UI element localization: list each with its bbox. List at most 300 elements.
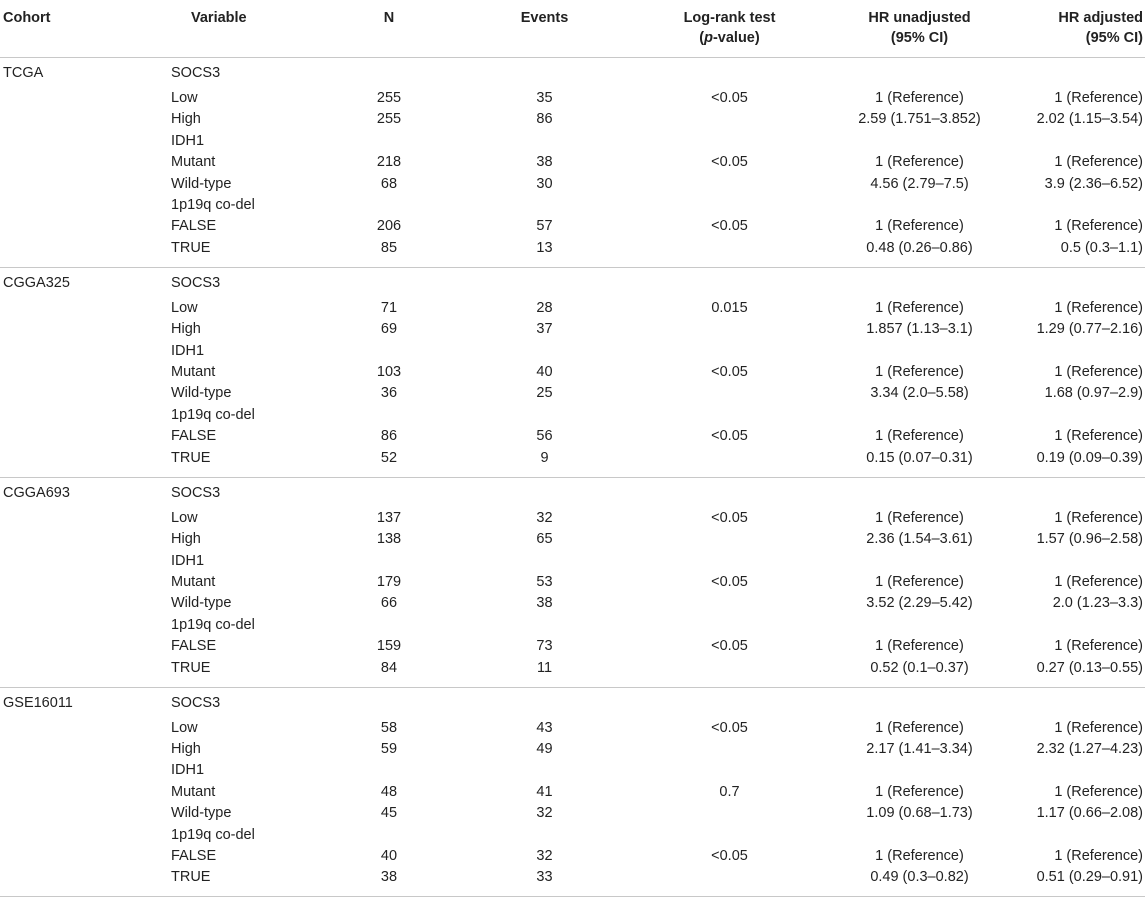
cell-cohort (0, 825, 171, 846)
header-logrank-p: p (704, 30, 713, 46)
cell-cohort (0, 718, 171, 739)
cell-variable: 1p19q co-del (171, 616, 255, 633)
cell-hr-unadjusted (827, 195, 1012, 216)
cell-cohort (0, 867, 171, 897)
cell-logrank (632, 551, 827, 572)
cell-hr-unadjusted: 0.52 (0.1–0.37) (827, 658, 1012, 688)
cell-hr-unadjusted: 0.49 (0.3–0.82) (827, 867, 1012, 897)
cell-logrank (632, 593, 827, 614)
cell-cohort (0, 426, 171, 447)
cell-cohort (0, 508, 171, 529)
cell-logrank: <0.05 (711, 573, 748, 590)
header-n: N (321, 0, 457, 58)
cell-logrank (632, 615, 827, 636)
cell-events (457, 405, 632, 426)
cell-events: 43 (536, 719, 553, 736)
cell-variable: IDH1 (171, 762, 205, 779)
cell-hr-adjusted: 0.5 (0.3–1.1) (1012, 238, 1145, 268)
cell-logrank (632, 195, 827, 216)
cell-events: 32 (536, 805, 553, 822)
cell-logrank (632, 658, 827, 688)
cell-hr-unadjusted: 1 (Reference) (875, 154, 964, 171)
cell-logrank: 0.015 (711, 299, 748, 316)
cell-hr-unadjusted: 1 (Reference) (875, 783, 964, 800)
cell-n: 68 (380, 175, 398, 192)
cell-variable: 1p19q co-del (171, 826, 255, 843)
table-row (0, 658, 1145, 688)
table-row (0, 238, 1145, 268)
cohort-group (0, 687, 1145, 897)
cell-hr-unadjusted: 1 (Reference) (875, 428, 964, 445)
cell-hr-adjusted (1012, 477, 1145, 508)
cell-events: 13 (457, 238, 632, 268)
table-row (0, 319, 1145, 340)
table-row (0, 593, 1145, 614)
cell-variable: SOCS3 (171, 65, 221, 81)
cell-events: 56 (536, 428, 553, 445)
header-hr-unadjusted: HR unadjusted (95% CI) (827, 0, 1012, 58)
cell-hr-unadjusted: 1 (Reference) (875, 509, 964, 526)
cell-logrank (632, 267, 827, 298)
cell-logrank (632, 109, 827, 130)
cell-hr-unadjusted: 1 (Reference) (875, 638, 964, 655)
cell-cohort (0, 782, 171, 803)
cell-events: 32 (536, 509, 553, 526)
cell-hr-adjusted: 1.68 (0.97–2.9) (1044, 385, 1143, 402)
cell-events (457, 58, 632, 89)
cell-events (457, 131, 632, 152)
cell-hr-adjusted: 1.17 (0.66–2.08) (1036, 805, 1143, 822)
cell-variable: FALSE (171, 428, 217, 445)
cell-logrank (632, 477, 827, 508)
cell-events (457, 477, 632, 508)
cell-events: 86 (536, 111, 553, 128)
cell-events: 73 (536, 638, 553, 655)
cell-hr-adjusted: 1 (Reference) (1054, 638, 1143, 655)
cell-events (457, 341, 632, 362)
cell-n (321, 477, 457, 508)
cell-events: 32 (536, 847, 553, 864)
cell-cohort (0, 238, 171, 268)
cell-variable: IDH1 (171, 342, 205, 359)
cell-n (321, 195, 457, 216)
cell-hr-adjusted (1012, 825, 1145, 846)
table-row (0, 448, 1145, 478)
cell-variable: High (171, 531, 201, 548)
cell-hr-unadjusted (827, 405, 1012, 426)
cell-variable: Low (171, 719, 198, 736)
cell-variable: Low (171, 90, 198, 106)
cell-hr-adjusted (1012, 687, 1145, 718)
cell-n: 85 (321, 238, 457, 268)
cell-hr-unadjusted: 3.34 (2.0–5.58) (870, 385, 969, 402)
cell-cohort (0, 739, 171, 760)
cell-hr-adjusted: 2.0 (1.23–3.3) (1052, 595, 1143, 612)
cell-logrank (632, 687, 827, 718)
table-row (0, 551, 1145, 572)
cell-n (321, 825, 457, 846)
cell-hr-unadjusted: 2.59 (1.751–3.852) (858, 111, 981, 128)
cell-n (321, 615, 457, 636)
cell-hr-unadjusted (827, 551, 1012, 572)
cell-n: 59 (380, 740, 398, 757)
table-row (0, 88, 1145, 109)
table-row (0, 109, 1145, 130)
table-row (0, 687, 1145, 718)
cell-variable: FALSE (171, 218, 217, 235)
cell-events: 11 (457, 658, 632, 688)
cell-hr-adjusted: 1 (Reference) (1054, 719, 1143, 736)
header-logrank (632, 0, 827, 58)
cell-variable: Wild-type (171, 595, 232, 612)
cell-n (321, 131, 457, 152)
cell-cohort (0, 615, 171, 636)
cell-cohort (0, 846, 171, 867)
cell-n: 36 (380, 385, 398, 402)
cell-hr-unadjusted: 2.17 (1.41–3.34) (866, 740, 973, 757)
cell-cohort (0, 760, 171, 781)
table-row (0, 341, 1145, 362)
cell-hr-adjusted: 0.19 (0.09–0.39) (1012, 448, 1145, 478)
cell-hr-adjusted: 0.27 (0.13–0.55) (1012, 658, 1145, 688)
table-row (0, 267, 1145, 298)
cell-logrank (632, 131, 827, 152)
cell-n: 179 (376, 573, 402, 590)
cell-variable: High (171, 740, 201, 757)
cell-variable: Wild-type (171, 175, 232, 192)
cell-events: 40 (536, 364, 553, 381)
cell-hr-unadjusted (827, 760, 1012, 781)
cell-hr-adjusted (1012, 267, 1145, 298)
cell-hr-adjusted: 1 (Reference) (1054, 218, 1143, 235)
table-row (0, 508, 1145, 529)
cell-n (321, 58, 457, 89)
cell-n: 38 (321, 867, 457, 897)
cell-n: 58 (380, 719, 398, 736)
cell-variable: SOCS3 (171, 484, 221, 501)
cell-logrank: <0.05 (711, 638, 748, 655)
header-logrank-open: ( (699, 30, 705, 46)
table-row (0, 782, 1145, 803)
cell-variable: Low (171, 509, 198, 526)
cell-n (321, 405, 457, 426)
table-row (0, 298, 1145, 319)
cell-n: 137 (376, 509, 402, 526)
cell-hr-adjusted: 3.9 (2.36–6.52) (1044, 175, 1143, 192)
table-row (0, 131, 1145, 152)
cell-events: 30 (536, 175, 553, 192)
cell-logrank: 0.7 (719, 783, 740, 800)
cell-cohort (0, 195, 171, 216)
cell-hr-adjusted: 1.57 (0.96–2.58) (1036, 531, 1143, 548)
cell-variable: Mutant (171, 364, 216, 381)
cell-hr-adjusted (1012, 341, 1145, 362)
cell-events (457, 195, 632, 216)
cell-logrank (632, 383, 827, 404)
table-row (0, 174, 1145, 195)
cell-hr-adjusted (1012, 195, 1145, 216)
cell-n: 218 (376, 154, 402, 171)
cell-logrank: <0.05 (711, 847, 748, 864)
cell-events: 38 (536, 595, 553, 612)
cell-events (457, 687, 632, 718)
cell-variable: 1p19q co-del (171, 197, 255, 214)
cell-variable: TRUE (171, 867, 321, 897)
cell-logrank: <0.05 (711, 428, 748, 445)
cell-n (321, 687, 457, 718)
cell-variable: TRUE (171, 448, 321, 478)
cell-cohort (0, 383, 171, 404)
cohort-group (0, 267, 1145, 477)
cell-logrank (632, 341, 827, 362)
cell-hr-adjusted: 1 (Reference) (1054, 299, 1143, 316)
cell-hr-adjusted: 2.02 (1.15–3.54) (1036, 111, 1143, 128)
cell-n (321, 341, 457, 362)
cell-events: 37 (536, 321, 553, 338)
cell-hr-unadjusted: 4.56 (2.79–7.5) (870, 175, 969, 192)
cell-cohort (0, 174, 171, 195)
cell-hr-unadjusted (827, 58, 1012, 89)
cell-cohort: CGGA693 (3, 484, 70, 501)
table-row (0, 383, 1145, 404)
header-variable: Variable (171, 0, 321, 58)
cell-n: 69 (380, 321, 398, 338)
cell-hr-adjusted: 1 (Reference) (1054, 90, 1143, 106)
header-logrank-line1: Log-rank test (683, 10, 776, 26)
cell-hr-adjusted (1012, 58, 1145, 89)
cell-n: 86 (380, 428, 398, 445)
cell-events: 65 (536, 531, 553, 548)
cell-cohort (0, 658, 171, 688)
cell-cohort (0, 593, 171, 614)
cell-cohort (0, 803, 171, 824)
table-row (0, 615, 1145, 636)
cell-hr-unadjusted: 1 (Reference) (875, 573, 964, 590)
cell-variable: Mutant (171, 783, 216, 800)
cell-hr-adjusted: 1 (Reference) (1054, 428, 1143, 445)
cell-logrank (632, 319, 827, 340)
cell-hr-unadjusted: 1.857 (1.13–3.1) (866, 321, 973, 338)
cell-logrank: <0.05 (711, 90, 748, 106)
cell-cohort (0, 405, 171, 426)
cell-cohort: TCGA (3, 65, 44, 81)
cell-cohort (0, 88, 171, 109)
cell-logrank (632, 529, 827, 550)
cell-n: 52 (321, 448, 457, 478)
cell-events: 9 (457, 448, 632, 478)
cell-n: 40 (380, 847, 398, 864)
cell-events (457, 760, 632, 781)
cell-variable: Wild-type (171, 805, 232, 822)
cell-logrank (632, 174, 827, 195)
cell-hr-unadjusted (827, 615, 1012, 636)
cell-n: 138 (376, 531, 402, 548)
cell-events: 33 (457, 867, 632, 897)
table-row (0, 58, 1145, 89)
table-row (0, 529, 1145, 550)
table-row (0, 718, 1145, 739)
table-row (0, 216, 1145, 237)
cell-hr-adjusted (1012, 760, 1145, 781)
cell-events: 41 (536, 783, 553, 800)
cell-events (457, 615, 632, 636)
cell-hr-adjusted (1012, 131, 1145, 152)
cell-events: 53 (536, 573, 553, 590)
cell-variable: FALSE (171, 638, 217, 655)
cell-logrank: <0.05 (711, 719, 748, 736)
cell-hr-unadjusted (827, 825, 1012, 846)
cell-hr-adjusted: 1 (Reference) (1054, 154, 1143, 171)
cell-hr-unadjusted: 2.36 (1.54–3.61) (866, 531, 973, 548)
cell-n: 66 (380, 595, 398, 612)
cell-n (321, 551, 457, 572)
cell-variable: TRUE (171, 238, 321, 268)
cell-hr-adjusted: 1 (Reference) (1054, 783, 1143, 800)
cell-hr-unadjusted: 0.48 (0.26–0.86) (827, 238, 1012, 268)
cell-events (457, 551, 632, 572)
cell-hr-unadjusted: 1 (Reference) (875, 299, 964, 316)
cell-cohort (0, 298, 171, 319)
cell-events: 35 (536, 90, 553, 106)
cell-n: 45 (380, 805, 398, 822)
cell-cohort (0, 551, 171, 572)
cell-events (457, 825, 632, 846)
cell-logrank: <0.05 (711, 364, 748, 381)
cell-events: 57 (536, 218, 553, 235)
cell-hr-unadjusted: 1.09 (0.68–1.73) (866, 805, 973, 822)
table-row (0, 825, 1145, 846)
cell-hr-adjusted: 1 (Reference) (1054, 364, 1143, 381)
cell-logrank (632, 58, 827, 89)
cell-variable: Low (171, 299, 198, 316)
cell-variable: Wild-type (171, 385, 232, 402)
cell-events: 28 (536, 299, 553, 316)
cell-logrank: <0.05 (711, 154, 748, 171)
cell-n: 255 (376, 90, 402, 106)
cell-logrank (632, 405, 827, 426)
cell-cohort (0, 319, 171, 340)
cell-cohort (0, 109, 171, 130)
table-row (0, 572, 1145, 593)
cell-hr-adjusted (1012, 551, 1145, 572)
table-row (0, 195, 1145, 216)
header-hr-adjusted: HR adjusted (95% CI) (1012, 0, 1145, 58)
cell-logrank: <0.05 (711, 509, 748, 526)
cell-variable: TRUE (171, 658, 321, 688)
table-row (0, 846, 1145, 867)
cell-cohort (0, 448, 171, 478)
cell-cohort (0, 131, 171, 152)
cell-hr-unadjusted: 1 (Reference) (875, 218, 964, 235)
table-row (0, 760, 1145, 781)
cell-hr-adjusted: 2.32 (1.27–4.23) (1036, 740, 1143, 757)
cell-variable: Mutant (171, 573, 216, 590)
cell-variable: Mutant (171, 154, 216, 171)
cell-n: 255 (376, 111, 402, 128)
cell-logrank (632, 825, 827, 846)
table-row (0, 636, 1145, 657)
cell-hr-unadjusted: 1 (Reference) (875, 90, 964, 106)
cell-n: 48 (380, 783, 398, 800)
cell-logrank: <0.05 (711, 218, 748, 235)
header-cohort: Cohort (0, 0, 171, 58)
cell-hr-adjusted: 1.29 (0.77–2.16) (1036, 321, 1143, 338)
table-row (0, 426, 1145, 447)
cell-n: 103 (376, 364, 402, 381)
cell-hr-adjusted (1012, 405, 1145, 426)
cell-hr-adjusted: 0.51 (0.29–0.91) (1012, 867, 1145, 897)
cell-hr-unadjusted (827, 341, 1012, 362)
cell-hr-unadjusted: 3.52 (2.29–5.42) (866, 595, 973, 612)
cell-logrank (632, 803, 827, 824)
table-row (0, 867, 1145, 897)
cell-variable: FALSE (171, 847, 217, 864)
cell-cohort (0, 529, 171, 550)
cell-events: 25 (536, 385, 553, 402)
cell-logrank (632, 739, 827, 760)
cohort-group (0, 477, 1145, 687)
table-row (0, 405, 1145, 426)
cell-hr-adjusted (1012, 615, 1145, 636)
table-row (0, 477, 1145, 508)
cell-cohort (0, 216, 171, 237)
table-row (0, 362, 1145, 383)
cell-variable: SOCS3 (171, 694, 221, 711)
cell-n: 206 (376, 218, 402, 235)
header-row (0, 0, 1145, 58)
cell-hr-unadjusted (827, 477, 1012, 508)
cell-cohort (0, 152, 171, 173)
cell-hr-unadjusted (827, 267, 1012, 298)
table-header (0, 0, 1145, 58)
cell-n: 71 (380, 299, 398, 316)
cell-cohort: CGGA325 (3, 274, 70, 291)
cell-logrank (632, 867, 827, 897)
cell-events: 49 (536, 740, 553, 757)
cell-cohort (0, 362, 171, 383)
header-logrank-rest: -value) (712, 30, 760, 46)
cell-events: 38 (536, 154, 553, 171)
cell-cohort: GSE16011 (3, 694, 73, 711)
cell-variable: IDH1 (171, 552, 205, 569)
cell-hr-unadjusted: 1 (Reference) (875, 719, 964, 736)
cell-logrank (632, 238, 827, 268)
cell-hr-unadjusted (827, 687, 1012, 718)
table-row (0, 739, 1145, 760)
cell-n (321, 267, 457, 298)
cell-events (457, 267, 632, 298)
cell-hr-unadjusted: 0.15 (0.07–0.31) (827, 448, 1012, 478)
cell-variable: High (171, 111, 201, 128)
cell-hr-unadjusted (827, 131, 1012, 152)
cell-n (321, 760, 457, 781)
cell-variable: IDH1 (171, 132, 205, 149)
cell-cohort (0, 572, 171, 593)
cell-variable: 1p19q co-del (171, 406, 255, 423)
cell-cohort (0, 636, 171, 657)
table-row (0, 152, 1145, 173)
cohort-group (0, 58, 1145, 268)
cell-variable: SOCS3 (171, 274, 221, 291)
cell-hr-adjusted: 1 (Reference) (1054, 573, 1143, 590)
cell-n: 84 (321, 658, 457, 688)
cell-logrank (632, 448, 827, 478)
cell-n: 159 (376, 638, 402, 655)
header-events: Events (457, 0, 632, 58)
cell-hr-adjusted: 1 (Reference) (1054, 509, 1143, 526)
cell-hr-unadjusted: 1 (Reference) (875, 364, 964, 381)
cell-hr-unadjusted: 1 (Reference) (875, 847, 964, 864)
